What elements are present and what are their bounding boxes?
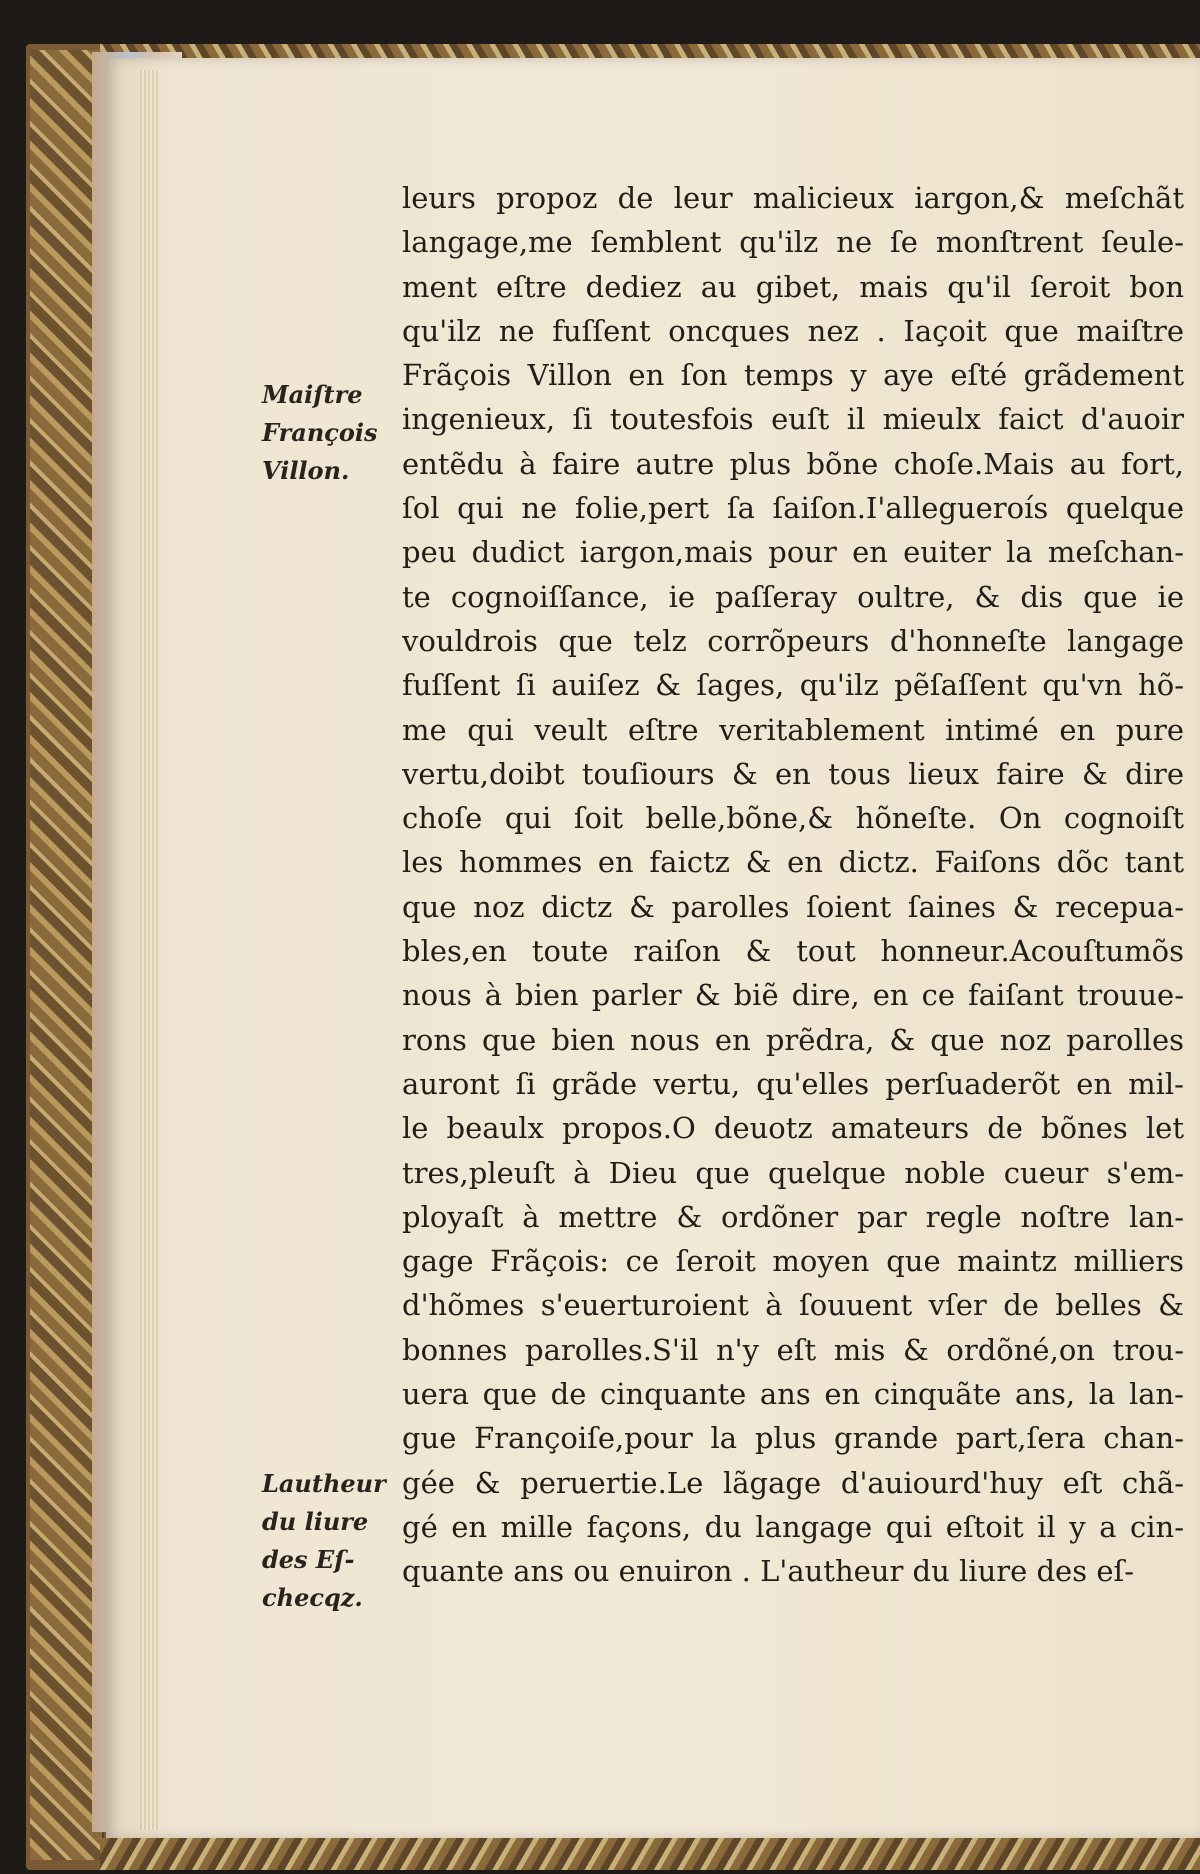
margin-note-line: checqz. [262,1583,363,1612]
text-line: que noz dictz & parolles ſoient ſaines & recepua- [402,889,1184,924]
binding-edge-bottom [100,1838,1200,1870]
margin-note-line: des Eſ- [262,1545,355,1574]
text-line: nous à bien parler & biẽ dire, en ce faiſant trouue- [402,978,1184,1013]
text-line: Frãçois Villon en ſon temps y aye eſté grãdement [402,358,1184,393]
text-line: me qui veult eſtre veritablement intimé en pure [402,712,1184,747]
text-line: le beaulx propos.O deuotz amateurs de bõnes let [402,1111,1184,1146]
text-line: gue Françoiſe,pour la plus grande part,ſera chan- [402,1421,1184,1456]
text-line: choſe qui ſoit belle,bõne,& hõneſte. On cognoiſt [402,801,1184,836]
text-line: gée & peruertie.Le lãgage d'auiourd'huy eſt chã- [402,1465,1184,1500]
text-line: vouldrois que telz corrõpeurs d'honneſte langage [402,623,1184,658]
text-line: langage,me ſemblent qu'ilz ne ſe monſtrent ſeule- [402,225,1184,260]
margin-note-line: Lautheur [262,1469,386,1498]
text-line: rons que bien nous en prẽdra, & que noz parolles [402,1022,1184,1057]
text-line: d'hõmes s'euerturoient à ſouuent vſer de belles & [402,1288,1184,1323]
text-line: les hommes en faictz & en dictz. Faiſons dõc tant [402,845,1184,880]
text-line: qu'ilz ne fuſſent oncques nez . Iaçoit que maiſtre [402,313,1184,348]
text-line: fuſſent ſi auiſez & ſages, qu'ilz pẽſaſſent qu'vn hõ- [402,668,1184,703]
body-text [402,176,1184,1594]
text-line: ment eſtre dediez au gibet, mais qu'il ſeroit bon [402,269,1184,304]
text-line: auront ſi grãde vertu, qu'elles perſuaderõt en mil- [402,1066,1184,1101]
text-line: tres,pleuſt à Dieu que quelque noble cueur s'em- [402,1155,1184,1190]
margin-note-line: du liure [262,1507,369,1536]
text-line: leurs propoz de leur malicieux iargon,& meſchãt [402,181,1184,215]
text-line: peu dudict iargon,mais pour en euiter la meſchan- [402,535,1184,570]
margin-note-line: Villon. [262,456,350,485]
margin-note-villon [262,376,397,490]
text-line: te cognoiſſance, ie paſſeray oultre, & dis que ie [402,579,1184,614]
margin-note-line: François [262,418,378,447]
text-line: vertu,doibt touſiours & en tous lieux faire & dire [402,756,1184,791]
text-line: entẽdu à faire autre plus bõne choſe.Mais au fort, [402,446,1184,481]
text-line: gage Frãçois: ce ſeroit moyen que maintz milliers [402,1244,1184,1279]
margin-note-line: Maiſtre [262,380,363,409]
text-line: ingenieux, ſi toutesfois euſt il mieulx faict d'auoir [402,402,1184,437]
text-line: quante ans ou enuiron . L'autheur du liure des eſ- [402,1554,1135,1589]
text-line: bonnes parolles.S'il n'y eſt mis & ordõné,on trou- [402,1332,1184,1367]
page-edge [140,70,158,1830]
text-line: ployaſt à mettre & ordõner par regle noſtre lan- [402,1199,1184,1234]
margin-note-autheur [262,1465,397,1617]
text-line: gé en mille façons, du langage qui eſtoit il y a cin- [402,1509,1184,1544]
text-line: bles,en toute raiſon & tout honneur.Acouſtumõs [402,934,1184,969]
text-line: uera que de cinquante ans en cinquãte ans, la lan- [402,1377,1184,1412]
text-line: ſol qui ne folie,pert ſa ſaiſon.I'allegueroís quelque [402,491,1184,526]
